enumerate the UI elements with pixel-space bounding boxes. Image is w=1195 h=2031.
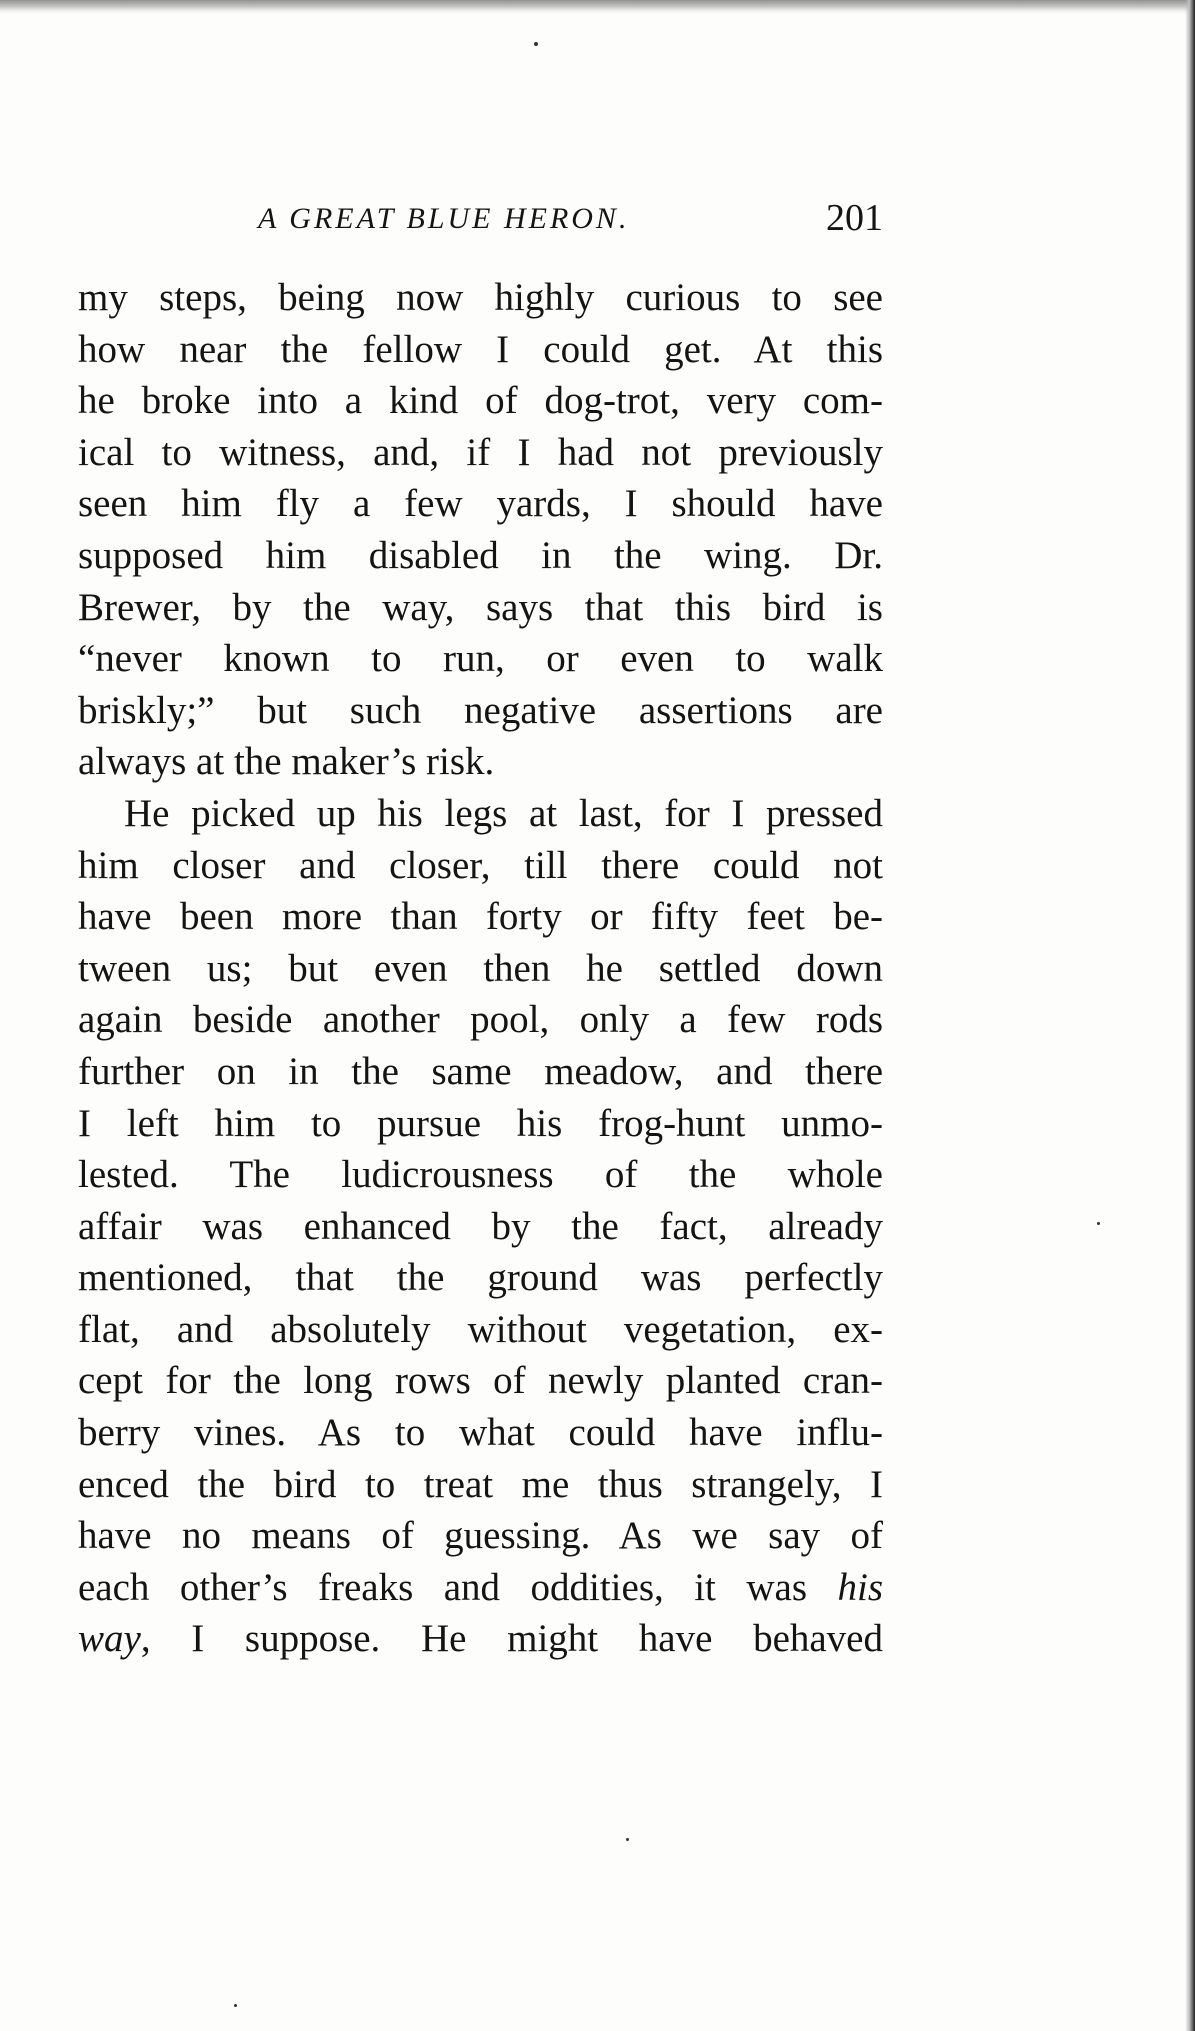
text-line: my steps, being now highly curious to see: [78, 276, 883, 319]
text-line: him closer and closer, till there could not: [78, 843, 883, 887]
running-head: [78, 196, 883, 246]
italic-word: way: [78, 1617, 141, 1661]
text-line: have no means of guessing. As we say of: [78, 1514, 883, 1558]
text-line: he broke into a kind of dog-trot, very com-: [78, 379, 883, 423]
italic-word: his: [837, 1565, 883, 1609]
scan-shadow-right: [1185, 0, 1195, 2031]
text-line: cept for the long rows of newly planted cran-: [78, 1359, 883, 1403]
text-line: “never known to run, or even to walk: [78, 637, 883, 681]
text-line: have been more than forty or fifty feet be-: [78, 895, 883, 939]
text-line: He picked up his legs at last, for I pressed: [124, 791, 883, 835]
text-line: ical to witness, and, if I had not previously: [78, 430, 883, 474]
text-run: each other’s freaks and oddities, it was: [78, 1565, 838, 1609]
text-line: tween us; but even then he settled down: [78, 946, 883, 990]
text-line: enced the bird to treat me thus strangely, I: [78, 1462, 883, 1506]
scan-shadow-top: [0, 0, 1195, 14]
body-text: [78, 272, 883, 1665]
ink-speck: [534, 42, 538, 46]
text-line-mixed: [78, 1613, 883, 1665]
text-line: supposed him disabled in the wing. Dr.: [78, 533, 883, 577]
text-line: again beside another pool, only a few rods: [78, 998, 883, 1042]
text-line: always at the maker’s risk.: [78, 740, 495, 784]
ink-speck: [626, 1838, 629, 1841]
ink-speck: [234, 2004, 237, 2007]
paragraph-1: [78, 272, 883, 788]
text-line: how near the fellow I could get. At this: [78, 327, 883, 371]
text-line: Brewer, by the way, says that this bird is: [78, 585, 883, 629]
page-number: 201: [826, 197, 883, 239]
text-run: , I suppose. He might have behaved: [140, 1617, 883, 1661]
text-line: briskly;” but such negative assertions are: [78, 688, 883, 732]
text-line: affair was enhanced by the fact, already: [78, 1204, 883, 1248]
text-line: I left him to pursue his frog-hunt unmo-: [78, 1101, 883, 1145]
text-line: flat, and absolutely without vegetation, ex-: [78, 1307, 883, 1351]
text-line: seen him fly a few yards, I should have: [78, 482, 883, 526]
text-line: berry vines. As to what could have influ-: [78, 1411, 883, 1455]
text-line: further on in the same meadow, and there: [78, 1049, 883, 1093]
running-title: A GREAT BLUE HERON.: [258, 202, 630, 235]
text-line: mentioned, that the ground was perfectly: [78, 1256, 883, 1300]
ink-speck: [1097, 1222, 1100, 1225]
text-line: lested. The ludicrousness of the whole: [78, 1153, 883, 1197]
text-line-mixed: [78, 1562, 883, 1614]
paragraph-2: [78, 788, 883, 1665]
